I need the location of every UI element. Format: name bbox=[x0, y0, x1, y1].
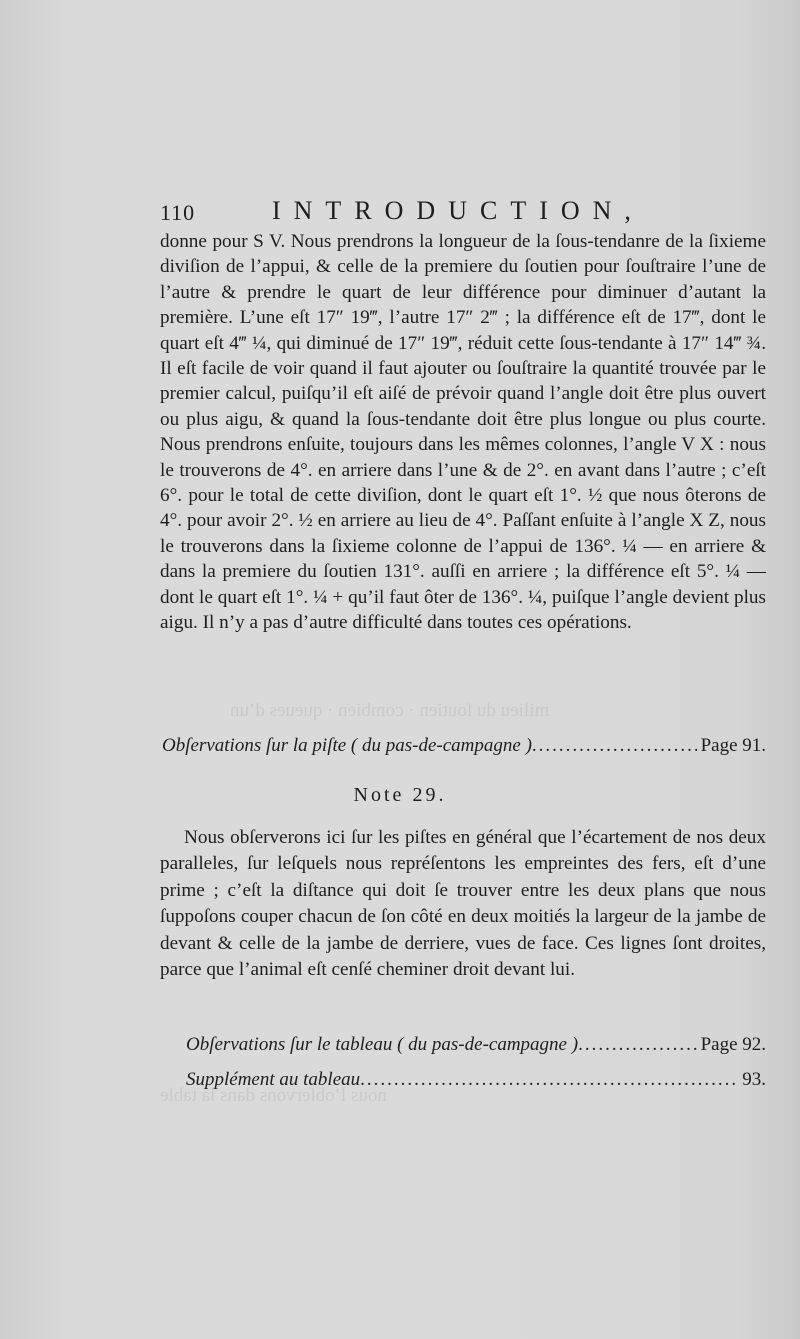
body-text-block bbox=[160, 229, 766, 636]
reference-title: Supplément au tableau bbox=[186, 1069, 361, 1090]
reference-page: Page 91. bbox=[700, 735, 766, 756]
reference-line bbox=[186, 1069, 766, 1091]
running-title: INTRODUCTION, bbox=[272, 196, 644, 225]
reference-line bbox=[186, 1034, 766, 1056]
page-number: 110 bbox=[160, 200, 196, 225]
leader-dots bbox=[532, 735, 697, 757]
leader-dots bbox=[360, 1069, 738, 1091]
note-paragraph: Nous obſerverons ici ſur les piſtes en général que l’écartement de nos deux paralleles, ſur leſquels nous repréſentons les empreintes des fers, eſt d’une prime ; c’eſt la diſtance qui doit ſe trouver entre les deux plans que nous ſuppoſons couper chacun de ſon côté en deux moitiés la largeur de la jambe de devant & celle de la jambe de derriere, vues de face. Ces lignes ſont droites, parce que l’animal eſt cenſé cheminer droit devant lui. bbox=[160, 827, 766, 981]
reference-title: Obſervations ſur la piſte ( du pas-de-campagne ) bbox=[162, 735, 532, 756]
note-number: 29. bbox=[412, 784, 447, 806]
note-text-block bbox=[160, 825, 766, 983]
reference-line bbox=[162, 735, 766, 757]
reference-page: 93. bbox=[742, 1069, 766, 1090]
reference-title: Obſervations ſur le tableau ( du pas-de-campagne ) bbox=[186, 1034, 579, 1055]
note-heading bbox=[0, 784, 800, 807]
leader-dots bbox=[578, 1034, 697, 1056]
note-label: Note bbox=[353, 784, 405, 806]
bleed-through-text: milieu du ſoutien · combien · queues d’un bbox=[230, 700, 550, 721]
bleed-through-text: nous l’obſervons dans la table bbox=[160, 1085, 387, 1106]
body-paragraph: donne pour S V. Nous prendrons la longueur de la ſous-tendanre de la ſixieme diviſion de l’appui, & celle de la premiere du ſoutien pour ſouſtraire l’une de l’autre & prendre le quart de leur différence pour diminuer d’autant la première. L’une eſt 17″ 19‴, l’autre 17″ 2‴ ; la différence eſt de 17‴, dont le quart eſt 4‴ ¼, qui diminué de 17″ 19‴, réduit cette ſous-tendante à 17″ 14‴ ¾. Il eſt facile de voir quand il faut ajouter ou ſouſtraire la quantité trouvée par le premier calcul, puiſqu’il eſt aiſé de prévoir quand l’angle doit être plus ouvert ou plus aigu, & quand la ſous-tendante doit être plus longue ou plus courte. Nous prendrons enſuite, toujours dans les mêmes colonnes, l’angle V X : nous le trouverons de 4°. en arriere dans l’une & de 2°. en avant dans l’autre ; c’eſt 6°. pour le total de cette diviſion, dont le quart eſt 1°. ½ que nous ôterons de 4°. pour avoir 2°. ½ en arriere au lieu de 4°. Paſſant enſuite à l’angle X Z, nous le trouverons dans la ſixieme colonne de l’appui de 136°. ¼ — en arriere & dans la premiere du ſoutien 131°. auſſi en arriere ; la différence eſt 5°. ¼ — dont le quart eſt 1°. ¼ + qu’il faut ôter de 136°. ¼, puiſque l’angle devient plus aigu. Il n’y a pas d’autre difficulté dans toutes ces opérations. bbox=[160, 231, 766, 634]
reference-page: Page 92. bbox=[700, 1034, 766, 1055]
